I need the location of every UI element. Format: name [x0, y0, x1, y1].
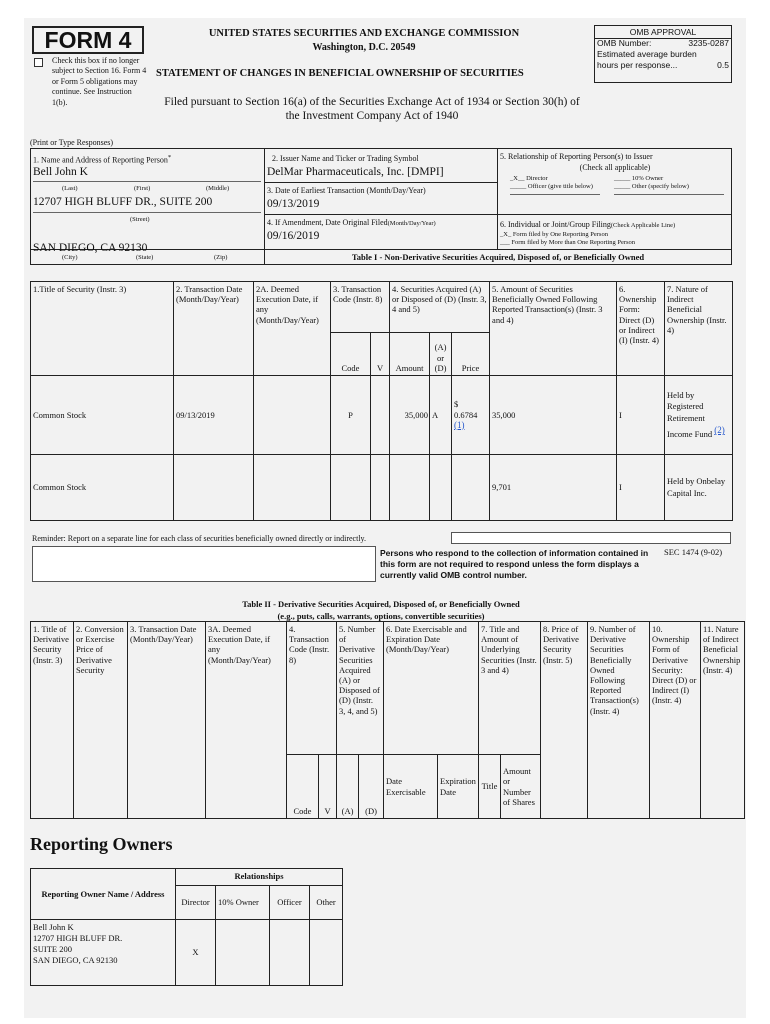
table2-title: Table II - Derivative Securities Acquired, Disposed of, or Beneficially Owned — [242, 599, 520, 609]
t2-h9: 9. Number of Derivative Securities Beneficially Owned Following Reported Transaction(s) (Instr. 4) — [588, 622, 650, 819]
reporting-person-city: SAN DIEGO, CA 92130 — [33, 242, 148, 254]
owners-col-director: Director — [176, 886, 216, 920]
t2-h4: 4. Transaction Code (Instr. 8) — [287, 622, 337, 755]
t1-r1-price-footnote[interactable]: (1) — [454, 419, 465, 430]
reminder-text: Reminder: Report on a separate line for each class of securities beneficially owned directly or indirectly. — [32, 534, 367, 543]
t1-r2-v — [371, 455, 390, 521]
t2-h3a: 3A. Deemed Execution Date, if any (Month/Day/Year) — [206, 622, 287, 819]
owners-col-other: Other — [310, 886, 343, 920]
label-state: (State) — [136, 254, 154, 261]
reporting-owners-heading: Reporting Owners — [30, 834, 173, 854]
t2-h3: 3. Transaction Date (Month/Day/Year) — [128, 622, 206, 819]
t1-r2-form: I — [617, 455, 665, 521]
t1-h1: 1.Title of Security (Instr. 3) — [31, 282, 174, 376]
relationship-director[interactable]: _X__ Director — [510, 175, 548, 182]
table1-title: Table I - Non-Derivative Securities Acquired, Disposed of, or Beneficially Owned — [351, 252, 645, 262]
t1-r2-price — [452, 455, 490, 521]
t1-r1-aord: A — [430, 376, 452, 455]
owners-col-name: Reporting Owner Name / Address — [31, 869, 176, 920]
t2-sub-v: V — [319, 755, 337, 819]
t1-r1-nature-cell — [665, 376, 733, 455]
t2-h8: 8. Price of Derivative Security (Instr. 5) — [541, 622, 588, 819]
agency-name: UNITED STATES SECURITIES AND EXCHANGE COMMISSION — [208, 28, 520, 39]
sec-form-code: SEC 1474 (9-02) — [664, 547, 723, 557]
t1-r1-title: Common Stock — [31, 376, 174, 455]
omb-hours-label: hours per response... — [597, 60, 678, 70]
persons-respond-notice: Persons who respond to the collection of information contained in this form are not required to respond unless the form displays a currently valid OMB control number. — [380, 548, 649, 580]
owner-officer — [270, 920, 310, 986]
t1-r1-date: 09/13/2019 — [174, 376, 254, 455]
amendment-date: 09/16/2019 — [267, 230, 320, 242]
owner-other — [310, 920, 343, 986]
owners-col-officer: Officer — [270, 886, 310, 920]
box1-label: 1. Name and Address of Reporting Person* — [33, 154, 172, 165]
checkbox-text: Check this box if no longer subject to Section 16. Form 4 or Form 5 obligations may continue. See Instruction 1(b). — [52, 56, 147, 107]
t1-r1-v — [371, 376, 390, 455]
t1-r1-nature: Held by Registered Retirement Income Fund — [667, 389, 713, 439]
t2-sub-date-ex: Date Exercisable — [384, 755, 438, 819]
statement-title: STATEMENT OF CHANGES IN BENEFICIAL OWNERSHIP OF SECURITIES — [156, 68, 524, 79]
t1-r1-deemed — [254, 376, 331, 455]
label-last: (Last) — [62, 185, 78, 192]
t1-r2-aord — [430, 455, 452, 521]
t1-r1-price: 0.6784 — [454, 409, 478, 420]
t1-r1-code: P — [331, 376, 371, 455]
t1-h2: 2. Transaction Date (Month/Day/Year) — [174, 282, 254, 376]
owner-addr1: 12707 HIGH BLUFF DR. — [33, 933, 123, 944]
t1-sub-v: V — [371, 333, 390, 376]
form-title-box — [32, 26, 144, 54]
owner-address-cell — [31, 920, 176, 986]
t2-h6: 6. Date Exercisable and Expiration Date (Month/Day/Year) — [384, 622, 479, 755]
owner-ten-pct — [216, 920, 270, 986]
t1-r2-deemed — [254, 455, 331, 521]
t1-r2-title: Common Stock — [31, 455, 174, 521]
no-longer-subject-checkbox[interactable] — [34, 58, 43, 67]
box6-label: 6. Individual or Joint/Group Filing(Check Applicable Line) — [500, 220, 676, 229]
t1-r1-owned: 35,000 — [490, 376, 617, 455]
t1-sub-amount: Amount — [390, 333, 430, 376]
t1-h7: 7. Nature of Indirect Beneficial Ownership (Instr. 4) — [665, 282, 733, 376]
omb-title: OMB APPROVAL — [595, 26, 731, 39]
agency-city: Washington, D.C. 20549 — [312, 42, 416, 53]
label-middle: (Middle) — [206, 185, 230, 192]
table-row — [31, 920, 343, 986]
table2-subtitle: (e.g., puts, calls, warrants, options, convertible securities) — [277, 611, 485, 621]
earliest-transaction-date: 09/13/2019 — [267, 198, 320, 210]
omb-burden: Estimated average burden — [597, 49, 697, 59]
omb-number: 3235-0287 — [688, 38, 729, 48]
t1-r1-form: I — [617, 376, 665, 455]
box3-label: 3. Date of Earliest Transaction (Month/Day/Year) — [267, 186, 426, 195]
t1-sub-code: Code — [331, 333, 371, 376]
box5-label: 5. Relationship of Reporting Person(s) to Issuer — [500, 152, 653, 161]
relationship-officer[interactable]: _____ Officer (give title below) — [510, 183, 593, 190]
label-city: (City) — [62, 254, 78, 261]
box2-label: 2. Issuer Name and Ticker or Trading Symbol — [272, 154, 419, 163]
notice-blank-box — [32, 546, 376, 582]
issuer-name-ticker: DelMar Pharmaceuticals, Inc. [DMPI] — [267, 166, 444, 178]
t1-r1-price-cell — [452, 376, 490, 455]
owners-col-ten-pct: 10% Owner — [216, 886, 270, 920]
form4-page — [24, 18, 746, 1018]
reminder-blank-box — [451, 532, 731, 544]
t1-h6: 6. Ownership Form: Direct (D) or Indirect (I) (Instr. 4) — [617, 282, 665, 376]
t1-r2-amount — [390, 455, 430, 521]
table-row — [31, 455, 733, 521]
t2-sub-amount: Amount or Number of Shares — [501, 755, 541, 819]
filing-one-person[interactable]: _X_ Form filed by One Reporting Person — [500, 231, 608, 238]
t1-r1-nature-footnote[interactable]: (2) — [714, 425, 725, 436]
t2-sub-code: Code — [287, 755, 319, 819]
reporting-person-name: Bell John K — [33, 166, 88, 178]
t2-h5: 5. Number of Derivative Securities Acquired (A) or Disposed of (D) (Instr. 3, 4, and 5) — [337, 622, 384, 755]
relationship-other[interactable]: _____ Other (specify below) — [614, 183, 689, 190]
t1-sub-price: Price — [452, 333, 490, 376]
filed-pursuant-line2: the Investment Company Act of 1940 — [285, 110, 459, 122]
table-row — [31, 376, 733, 455]
t2-sub-exp: Expiration Date — [438, 755, 479, 819]
omb-approval-box — [594, 25, 732, 83]
t2-h7: 7. Title and Amount of Underlying Securities (Instr. 3 and 4) — [479, 622, 541, 755]
owner-addr2: SUITE 200 — [33, 944, 72, 955]
box4-label: 4. If Amendment, Date Original Filed(Month/Day/Year) — [267, 218, 436, 227]
label-first: (First) — [134, 185, 151, 192]
box5-sublabel: (Check all applicable) — [579, 163, 651, 172]
t1-r2-owned: 9,701 — [490, 455, 617, 521]
t1-h4: 4. Securities Acquired (A) or Disposed of (D) (Instr. 3, 4 and 5) — [390, 282, 490, 333]
t1-h3: 3. Transaction Code (Instr. 8) — [331, 282, 390, 333]
filed-pursuant-line1: Filed pursuant to Section 16(a) of the Securities Exchange Act of 1934 or Section 30(h) of — [164, 96, 580, 108]
t1-sub-aord: (A) or (D) — [430, 333, 452, 376]
t1-r2-code — [331, 455, 371, 521]
owner-addr3: SAN DIEGO, CA 92130 — [33, 955, 118, 966]
omb-hours: 0.5 — [717, 60, 729, 70]
label-zip: (Zip) — [214, 254, 228, 261]
t1-r1-price-symbol: $ — [454, 399, 459, 410]
print-type-note: (Print or Type Responses) — [30, 138, 114, 147]
relationship-ten-pct[interactable]: _____ 10% Owner — [614, 175, 664, 182]
t2-h1: 1. Title of Derivative Security (Instr. 3) — [31, 622, 74, 819]
box1-asterisk: * — [167, 154, 172, 161]
t1-r2-nature: Held by Onbelay Capital Inc. — [665, 455, 733, 521]
owner-director: X — [176, 920, 216, 986]
table2 — [30, 621, 745, 819]
t2-sub-a: (A) — [337, 755, 359, 819]
reporting-owners-table — [30, 868, 343, 986]
t1-h2a: 2A. Deemed Execution Date, if any (Month/Day/Year) — [254, 282, 331, 376]
t2-h2: 2. Conversion or Exercise Price of Derivative Security — [74, 622, 128, 819]
t2-sub-d: (D) — [359, 755, 384, 819]
t2-h10: 10. Ownership Form of Derivative Security: Direct (D) or Indirect (I) (Instr. 4) — [650, 622, 701, 819]
t1-h5: 5. Amount of Securities Beneficially Owned Following Reported Transaction(s) (Instr. 3 and 4) — [490, 282, 617, 376]
owner-name: Bell John K — [33, 922, 74, 932]
table1 — [30, 281, 733, 521]
t2-h11: 11. Nature of Indirect Beneficial Ownership (Instr. 4) — [701, 622, 745, 819]
reporting-person-address: 12707 HIGH BLUFF DR., SUITE 200 — [33, 196, 213, 208]
form-title: FORM 4 — [44, 27, 132, 53]
t1-r2-date — [174, 455, 254, 521]
omb-number-label: OMB Number: — [597, 38, 652, 48]
t2-sub-title: Title — [479, 755, 501, 819]
owners-relationships: Relationships — [176, 869, 343, 886]
filing-more-persons[interactable]: ___ Form filed by More than One Reporting Person — [500, 239, 636, 246]
label-street: (Street) — [130, 216, 150, 223]
t1-r1-amount: 35,000 — [390, 376, 430, 455]
